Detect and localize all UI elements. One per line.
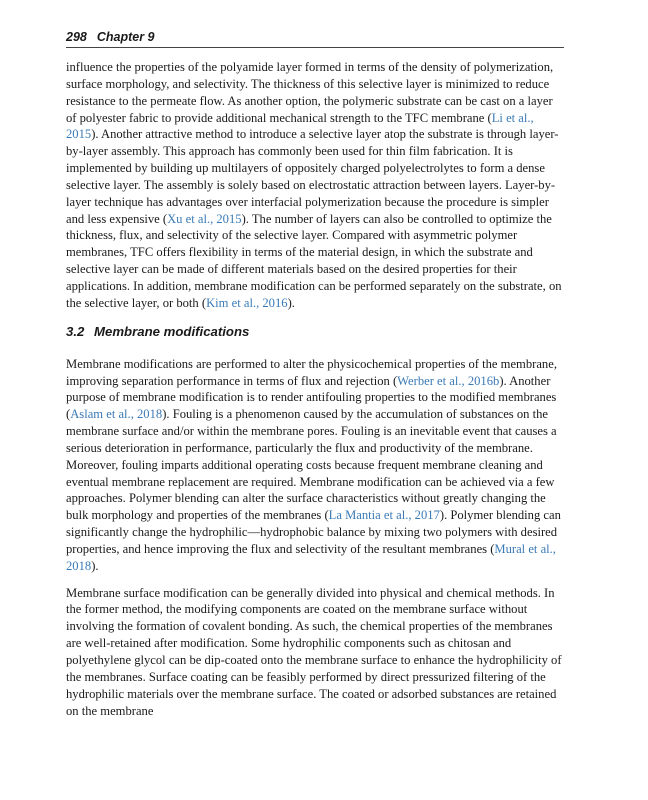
paragraph-3: [66, 585, 564, 720]
paragraph-text: ). The number of layers can also be controlled to optimize the thickness, flux, and selectivity of the selective layer. Compared with asymmetric polymer membranes, TFC offers flexibility in terms of the material design, in which the substrate and selective layer can be made of different materials based on the desired properties for their applications. In addition, membrane modification can be performed separately on the substrate, on the selective layer, or both (: [66, 211, 562, 310]
paragraph-text: ). Fouling is a phenomenon caused by the accumulation of substances on the membrane surface and/or within the membrane pores. Fouling is an inevitable event that causes a serious deterioration in performance, particularly the flux and productivity of the membrane. Moreover, fouling imparts additional operating costs because frequent membrane cleaning and eventual membrane replacement are required. Membrane modification can be achieved via a few approaches. Polymer blending can alter the surface characteristics without greatly changing the bulk morphology and properties of the membranes (: [66, 407, 557, 523]
section-number: 3.2: [66, 323, 85, 339]
paragraph-text: ). Polymer blending can significantly change the hydrophilic—hydrophobic balance by mixing two polymers with desired properties, and hence improving the flux and selectivity of the resultant membranes (: [66, 508, 561, 556]
citation-link[interactable]: Aslam et al., 2018: [70, 407, 163, 422]
page: [66, 30, 564, 719]
paragraph-text: Membrane surface modification can be generally divided into physical and chemical methods. In the former method, the modifying components are coated on the membrane surface without involving the formation of covalent bonding. As such, the chemical properties of the membranes are well-retained after modification. Some hydrophilic components such as chitosan and polyethylene glycol can be dip-coated onto the membrane surface to enhance the hydrophilicity of the membranes. Surface coating can be feasibly performed by direct pressurized filtering of the hydrophilic materials over the membrane surface. The coated or adsorbed substances are retained on the membrane: [66, 585, 562, 718]
page-number: 298: [66, 30, 87, 44]
section-title: Membrane modifications: [94, 323, 250, 339]
paragraph-text: Membrane modifications are performed to alter the physicochemical properties of the membrane, improving separation performance in terms of flux and rejection (: [66, 356, 557, 388]
paragraph-text: ). Another purpose of membrane modification is to render antifouling properties to the modified membranes (: [66, 373, 557, 422]
paragraph-text: ).: [91, 558, 99, 573]
paragraph-text: ).: [287, 295, 295, 310]
citation-link[interactable]: Werber et al., 2016b: [397, 373, 500, 388]
paragraph-text: influence the properties of the polyamide layer formed in terms of the density of polymerization, surface morphology, and selectivity. The thickness of this selective layer is minimized to reduce resistance to the permeate flow. As another option, the polymeric substrate can be cast on a layer of polyester fabric to provide additional mechanical strength to the TFC membrane (: [66, 60, 554, 125]
section-heading: [66, 324, 564, 339]
citation-link[interactable]: Mural et al., 2018: [66, 541, 556, 573]
paragraph-2: [66, 356, 564, 575]
chapter-title: Chapter 9: [96, 30, 155, 44]
citation-link[interactable]: Li et al., 2015: [66, 110, 534, 142]
paragraph-text: ). Another attractive method to introduce a selective layer atop the substrate is through layer-by-layer assembly. This approach has commonly been used for thin film fabrication. It is implemented by building up multilayers of oppositely charged polyelectrolytes to form a dense selective layer. The assembly is solely based on electrostatic attraction between layers. Layer-by-layer technique has advantages over interfacial polymerization because the procedure is simpler and less expensive (: [66, 127, 559, 226]
paragraph-1: [66, 59, 564, 312]
citation-link[interactable]: Xu et al., 2015: [167, 211, 242, 226]
citation-link[interactable]: Kim et al., 2016: [206, 295, 288, 310]
citation-link[interactable]: La Mantia et al., 2017: [328, 508, 440, 523]
running-head: [66, 30, 564, 48]
